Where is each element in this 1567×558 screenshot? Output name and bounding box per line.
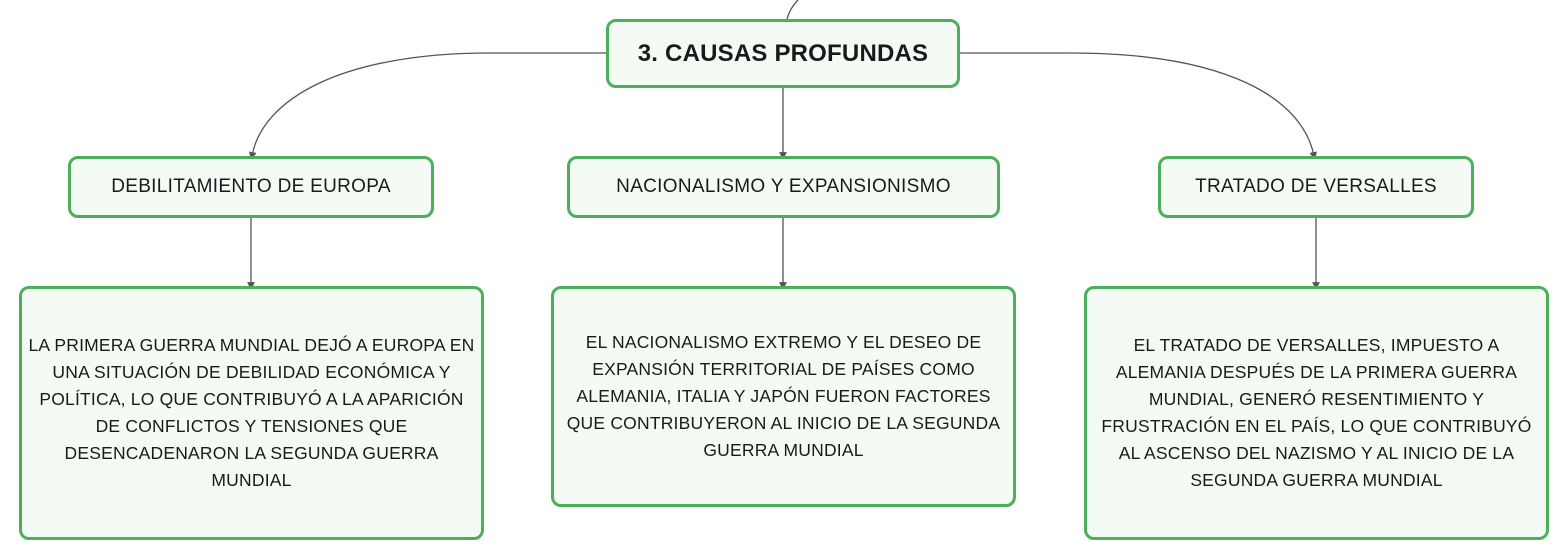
connector-parent-to-root xyxy=(787,0,798,19)
detail-node-text: EL NACIONALISMO EXTREMO Y EL DESEO DE EXPANSIÓN TERRITORIAL DE PAÍSES COMO ALEMANIA, ITALIA Y JAPÓN FUERON FACTORES QUE CONTRIBUYERON AL INICIO DE LA SEGUNDA GUERRA MUNDIAL xyxy=(566,332,1001,460)
root-node-label: 3. CAUSAS PROFUNDAS xyxy=(637,39,929,67)
branch-node-tratado[interactable] xyxy=(1158,156,1474,218)
detail-node-text: EL TRATADO DE VERSALLES, IMPUESTO A ALEMANIA DESPUÉS DE LA PRIMERA GUERRA MUNDIAL, GENERÓ RESENTIMIENTO Y FRUSTRACIÓN EN EL PAÍS, LO QUE CONTRIBUYÓ AL ASCENSO DEL NAZISMO Y AL INICIO DE LA SEGUNDA GUERRA MUNDIAL xyxy=(1101,335,1532,490)
branch-node-label: DEBILITAMIENTO DE EUROPA xyxy=(111,176,391,197)
detail-node-text: LA PRIMERA GUERRA MUNDIAL DEJÓ A EUROPA EN UNA SITUACIÓN DE DEBILIDAD ECONÓMICA Y POLÍTICA, LO QUE CONTRIBUYÓ A LA APARICIÓN DE CONFLICTOS Y TENSIONES QUE DESENCADENARON LA SEGUNDA GUERRA MUNDIAL xyxy=(28,335,475,490)
detail-node-debilitamiento[interactable] xyxy=(19,286,484,540)
branch-node-label: NACIONALISMO Y EXPANSIONISMO xyxy=(616,176,951,197)
branch-node-label: TRATADO DE VERSALLES xyxy=(1195,176,1437,197)
detail-node-nacionalismo[interactable] xyxy=(551,286,1016,507)
branch-node-nacionalismo[interactable] xyxy=(567,156,1000,218)
root-node[interactable] xyxy=(606,19,960,88)
detail-node-tratado[interactable] xyxy=(1084,286,1549,540)
connector-root-to-debilitamiento xyxy=(252,53,606,156)
connector-root-to-tratado xyxy=(960,53,1314,156)
branch-node-debilitamiento[interactable] xyxy=(68,156,434,218)
